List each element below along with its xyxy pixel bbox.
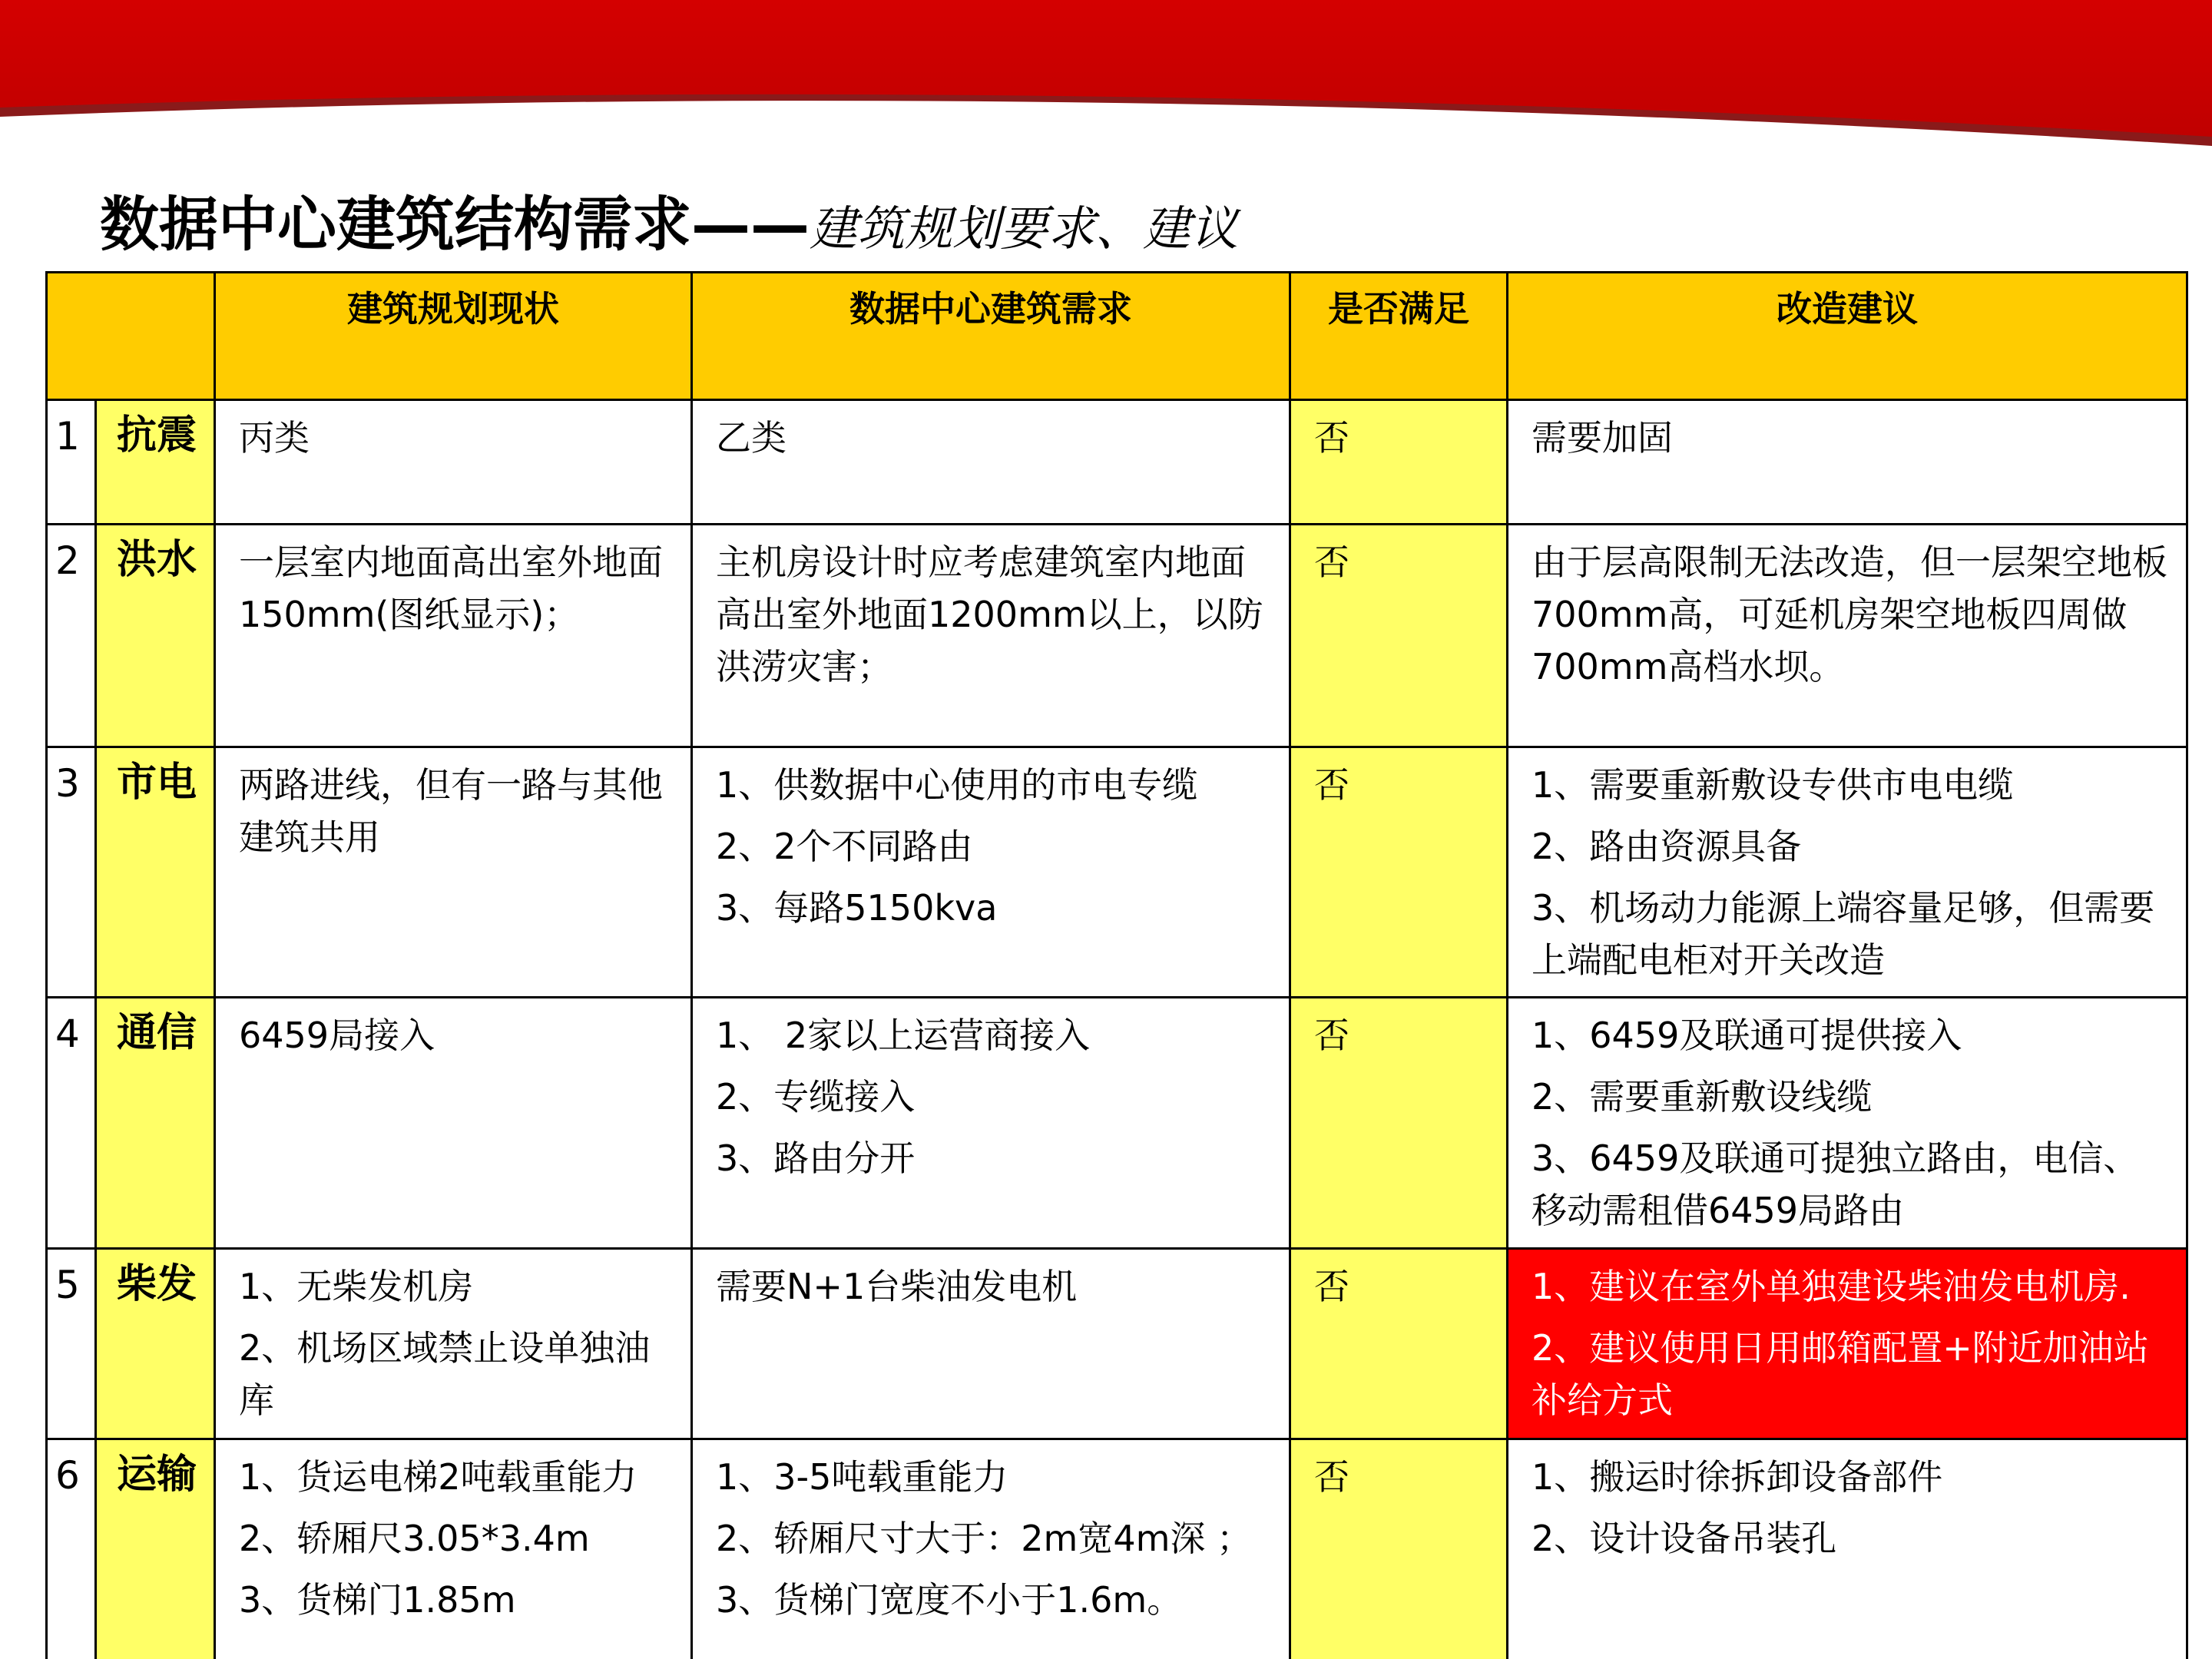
table-row: [47, 1249, 2187, 1439]
current-cell: [215, 1439, 692, 1659]
requirements-table-wrapper: [45, 271, 2186, 1659]
row-category: 柴发: [96, 1249, 215, 1439]
header-requirement: 数据中心建筑需求: [692, 273, 1290, 400]
satisfied-cell: 否: [1290, 998, 1508, 1249]
row-category: 洪水: [96, 525, 215, 747]
suggestion-line: 3、机场动力能源上端容量足够，但需要上端配电柜对开关改造: [1532, 887, 2155, 981]
row-number: 1: [47, 400, 96, 525]
requirement-line: 1、供数据中心使用的市电专缆: [716, 764, 1198, 806]
suggestion-cell: [1508, 1439, 2187, 1659]
current-cell: [215, 1249, 692, 1439]
satisfied-cell: 否: [1290, 525, 1508, 747]
row-category: 运输: [96, 1439, 215, 1659]
suggestion-line: 1、需要重新敷设专供市电电缆: [1532, 764, 2014, 806]
row-category: 通信: [96, 998, 215, 1249]
requirement-cell: [692, 998, 1290, 1249]
requirement-line: 2、专缆接入: [716, 1076, 916, 1118]
requirement-line: 3、路由分开: [716, 1137, 916, 1179]
requirement-cell: [692, 1439, 1290, 1659]
requirement-line: 主机房设计时应考虑建筑室内地面高出室外地面1200mm以上，以防洪涝灾害；: [716, 541, 1263, 687]
requirement-line: 3、每路5150kva: [716, 887, 998, 929]
current-line: 两路进线，但有一路与其他建筑共用: [239, 764, 663, 858]
suggestion-line: 1、6459及联通可提供接入: [1532, 1015, 1962, 1056]
suggestion-line: 3、6459及联通可提独立路由，电信、移动需租借6459局路由: [1532, 1137, 2139, 1231]
suggestion-cell: [1508, 400, 2187, 525]
current-line: 3、货梯门1.85m: [239, 1579, 516, 1621]
satisfied-cell: 否: [1290, 1249, 1508, 1439]
requirement-line: 1、3-5吨载重能力: [716, 1456, 1008, 1498]
requirement-line: 2、轿厢尺寸大于：2m宽4m深 ；: [716, 1518, 1253, 1559]
suggestion-cell-highlighted: [1508, 1249, 2187, 1439]
current-line: 1、无柴发机房: [239, 1266, 474, 1307]
suggestion-line: 1、建议在室外单独建设柴油发电机房.: [1532, 1266, 2131, 1307]
requirement-line: 乙类: [716, 417, 786, 459]
row-number: 6: [47, 1439, 96, 1659]
satisfied-cell: 否: [1290, 400, 1508, 525]
table-row: [47, 525, 2187, 747]
suggestion-cell: [1508, 747, 2187, 998]
table-row: [47, 747, 2187, 998]
requirement-line: 需要N+1台柴油发电机: [716, 1266, 1078, 1307]
current-cell: [215, 998, 692, 1249]
current-line: 2、机场区域禁止设单独油库: [239, 1327, 651, 1421]
suggestion-line: 2、设计设备吊装孔: [1532, 1518, 1837, 1559]
suggestion-cell: [1508, 525, 2187, 747]
title-main: 数据中心建筑结构需求——: [100, 191, 810, 260]
current-line: 6459局接入: [239, 1015, 435, 1056]
header-current-status: 建筑规划现状: [215, 273, 692, 400]
top-banner: [0, 0, 2212, 146]
title-subtitle: 建筑规划要求、建议: [810, 200, 1239, 257]
satisfied-cell: 否: [1290, 747, 1508, 998]
current-line: 1、货运电梯2吨载重能力: [239, 1456, 637, 1498]
row-number: 2: [47, 525, 96, 747]
row-category: 抗震: [96, 400, 215, 525]
requirement-cell: [692, 747, 1290, 998]
suggestion-cell: [1508, 998, 2187, 1249]
satisfied-cell: 否: [1290, 1439, 1508, 1659]
requirement-line: 2、2个不同路由: [716, 826, 973, 867]
header-suggestion: 改造建议: [1508, 273, 2187, 400]
current-cell: [215, 525, 692, 747]
row-number: 4: [47, 998, 96, 1249]
requirement-cell: [692, 525, 1290, 747]
current-cell: [215, 747, 692, 998]
suggestion-line: 1、搬运时徐拆卸设备部件: [1532, 1456, 1943, 1498]
current-cell: [215, 400, 692, 525]
row-category: 市电: [96, 747, 215, 998]
suggestion-line: 2、需要重新敷设线缆: [1532, 1076, 1873, 1118]
requirement-cell: [692, 1249, 1290, 1439]
requirements-table: [45, 271, 2188, 1659]
table-row: [47, 1439, 2187, 1659]
table-row: [47, 400, 2187, 525]
requirement-line: 3、货梯门宽度不小于1.6m。: [716, 1579, 1183, 1621]
requirement-line: 1、 2家以上运营商接入: [716, 1015, 1091, 1056]
current-line: 丙类: [239, 417, 310, 459]
banner-red: [0, 0, 2212, 137]
requirement-cell: [692, 400, 1290, 525]
header-index: [47, 273, 215, 400]
table-header-row: [47, 273, 2187, 400]
suggestion-line: 2、路由资源具备: [1532, 826, 1802, 867]
table-row: [47, 998, 2187, 1249]
current-line: 2、轿厢尺3.05*3.4m: [239, 1518, 590, 1559]
suggestion-line: 2、建议使用日用邮箱配置+附近加油站补给方式: [1532, 1327, 2149, 1421]
suggestion-line: 需要加固: [1532, 417, 1673, 459]
row-number: 3: [47, 747, 96, 998]
page-title: [100, 191, 1239, 260]
current-line: 一层室内地面高出室外地面150mm(图纸显示)；: [239, 541, 663, 635]
suggestion-line: 由于层高限制无法改造，但一层架空地板700mm高，可延机房架空地板四周做700mm高档水坝。: [1532, 541, 2167, 687]
row-number: 5: [47, 1249, 96, 1439]
header-satisfied: 是否满足: [1290, 273, 1508, 400]
